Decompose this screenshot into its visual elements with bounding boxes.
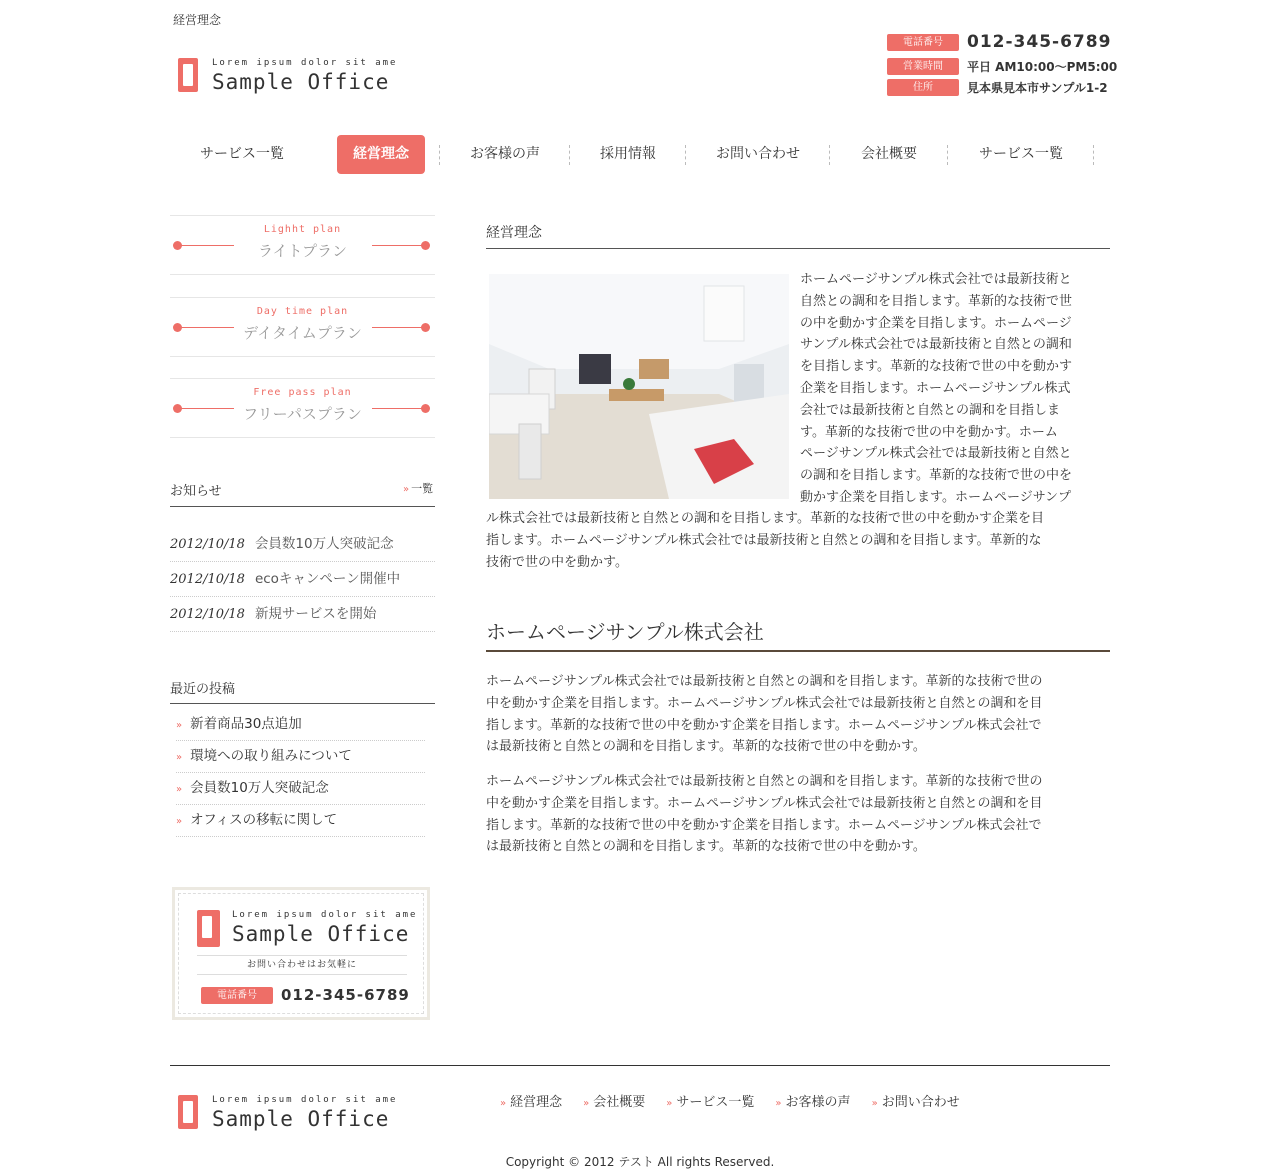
paragraph-line: 中を動かす企業を目指します。ホームページサンプル株式会社では最新技術と自然との調和を目 bbox=[486, 695, 1043, 711]
recent-post-item[interactable] bbox=[176, 709, 425, 741]
address-label: 住所 bbox=[887, 79, 959, 96]
header-contact bbox=[887, 32, 1117, 100]
chevron-right-icon: » bbox=[583, 1098, 590, 1109]
plan-line bbox=[372, 408, 428, 409]
logo-name: Sample Office bbox=[212, 70, 390, 94]
intro-line: す。革新的な技術で世の中を動かす。ホーム bbox=[800, 424, 1058, 440]
plan-line bbox=[372, 245, 428, 246]
page-title: 経営理念 bbox=[486, 225, 542, 241]
intro-line: 指します。ホームページサンプル株式会社では最新技術と自然との調和を目指します。革新的な bbox=[486, 532, 1042, 548]
paragraph-1 bbox=[486, 671, 1110, 758]
global-nav bbox=[178, 135, 1095, 174]
chevron-right-icon: » bbox=[176, 784, 183, 795]
footer-link-label: お問い合わせ bbox=[881, 1095, 960, 1110]
address: 見本県見本市サンプル1-2 bbox=[967, 81, 1108, 95]
chevron-right-icon: » bbox=[666, 1098, 673, 1109]
recent-post-item[interactable] bbox=[176, 741, 425, 773]
footer-link-company[interactable] bbox=[583, 1091, 645, 1110]
contact-banner[interactable] bbox=[172, 887, 430, 1020]
nav-divider bbox=[1093, 145, 1095, 165]
news-title: お知らせ bbox=[170, 484, 222, 499]
banner-phone-label: 電話番号 bbox=[201, 987, 273, 1004]
news-more-link[interactable] bbox=[403, 480, 433, 496]
footer-logo-tagline: Lorem ipsum dolor sit ame bbox=[212, 1095, 398, 1105]
paragraph-line: は最新技術と自然との調和を目指します。革新的な技術で世の中を動かす。 bbox=[486, 839, 926, 855]
business-hours: 平日 AM10:00～PM5:00 bbox=[967, 60, 1118, 74]
chevron-right-icon: » bbox=[176, 720, 183, 731]
office-photo-image bbox=[489, 274, 789, 499]
plan-dot bbox=[421, 241, 430, 250]
news-date: 2012/10/18 bbox=[170, 607, 245, 622]
paragraph-line: 指します。革新的な技術で世の中を動かす企業を目指します。ホームページサンプル株式会社で bbox=[486, 817, 1042, 833]
banner-logo bbox=[197, 910, 417, 947]
intro-line: の調和を目指します。革新的な技術で世の中を bbox=[800, 468, 1072, 484]
plan-jp-label: ライトプラン bbox=[257, 242, 348, 260]
logo-mark-icon bbox=[197, 910, 220, 947]
nav-item-company[interactable]: 会社概要 bbox=[861, 146, 917, 162]
footer-link-label: 経営理念 bbox=[510, 1095, 563, 1110]
breadcrumb: 経営理念 bbox=[173, 13, 222, 27]
footer-link-philosophy[interactable] bbox=[500, 1091, 562, 1110]
logo-mark-icon bbox=[178, 58, 198, 92]
intro-line: 自然との調和を目指します。革新的な技術で世 bbox=[800, 293, 1072, 309]
paragraph-line: 中を動かす企業を目指します。ホームページサンプル株式会社では最新技術と自然との調和を目 bbox=[486, 795, 1043, 811]
chevron-right-icon: » bbox=[176, 752, 183, 763]
copyright: Copyright © 2012 テスト All rights Reserved. bbox=[505, 1155, 775, 1169]
site-logo[interactable] bbox=[178, 58, 397, 95]
plan-daytime[interactable] bbox=[170, 297, 435, 357]
nav-item-philosophy[interactable]: 経営理念 bbox=[337, 135, 425, 174]
nav-item-recruit[interactable]: 採用情報 bbox=[600, 146, 656, 162]
news-divider bbox=[170, 506, 435, 507]
news-item-title: ecoキャンペーン開催中 bbox=[254, 571, 401, 587]
intro-text-full bbox=[486, 508, 1110, 573]
banner-phone-number: 012-345-6789 bbox=[281, 986, 410, 1004]
nav-item-services[interactable]: サービス一覧 bbox=[200, 146, 284, 162]
plan-free-pass[interactable] bbox=[170, 378, 435, 438]
logo-tagline: Lorem ipsum dolor sit ame bbox=[212, 58, 398, 68]
news-item[interactable] bbox=[170, 562, 435, 597]
intro-line: サンプル株式会社では最新技術と自然との調和 bbox=[800, 337, 1072, 353]
chevron-right-icon: » bbox=[775, 1098, 782, 1109]
news-more-label: 一覧 bbox=[411, 482, 434, 495]
recent-posts-title: 最近の投稿 bbox=[170, 682, 236, 697]
office-photo bbox=[489, 274, 789, 499]
footer-link-label: 会社概要 bbox=[593, 1095, 646, 1110]
footer-divider bbox=[170, 1065, 1110, 1066]
section-divider bbox=[486, 650, 1110, 652]
paragraph-2 bbox=[486, 771, 1110, 858]
phone-label: 電話番号 bbox=[887, 34, 959, 51]
news-item-title: 会員数10万人突破記念 bbox=[254, 536, 394, 552]
intro-line: の中を動かす企業を目指します。ホームページ bbox=[800, 315, 1072, 331]
chevron-right-icon: » bbox=[500, 1098, 507, 1109]
logo-mark-icon bbox=[178, 1095, 198, 1129]
phone-number: 012-345-6789 bbox=[967, 32, 1112, 52]
plan-en-label: Day time plan bbox=[256, 306, 349, 317]
intro-line: 会社では最新技術と自然との調和を目指しま bbox=[800, 402, 1061, 418]
nav-item-services-2[interactable]: サービス一覧 bbox=[979, 146, 1063, 162]
paragraph-line: は最新技術と自然との調和を目指します。革新的な技術で世の中を動かす。 bbox=[486, 739, 926, 755]
footer-link-services[interactable] bbox=[666, 1091, 754, 1110]
recent-post-title: オフィスの移転に関して bbox=[190, 812, 338, 828]
chevron-right-icon: » bbox=[176, 816, 183, 827]
banner-name: Sample Office bbox=[232, 922, 410, 946]
plan-light[interactable] bbox=[170, 215, 435, 275]
paragraph-line: ホームページサンプル株式会社では最新技術と自然との調和を目指します。革新的な技術で世の bbox=[486, 774, 1043, 789]
intro-line: ル株式会社では最新技術と自然との調和を目指します。革新的な技術で世の中を動かす企業を目 bbox=[486, 511, 1044, 526]
plan-en-label: Lighht plan bbox=[263, 224, 342, 235]
footer-logo-name: Sample Office bbox=[212, 1107, 390, 1131]
section-heading: ホームページサンプル株式会社 bbox=[486, 620, 764, 644]
chevron-right-icon: » bbox=[403, 484, 410, 495]
nav-divider bbox=[306, 145, 307, 165]
nav-item-contact[interactable]: お問い合わせ bbox=[716, 146, 800, 162]
paragraph-line: ホームページサンプル株式会社では最新技術と自然との調和を目指します。革新的な技術で世の bbox=[486, 674, 1043, 689]
chevron-right-icon: » bbox=[871, 1098, 878, 1109]
footer-link-label: サービス一覧 bbox=[676, 1095, 755, 1110]
intro-line: を目指します。革新的な技術で世の中を動かす bbox=[800, 359, 1072, 375]
footer-link-label: お客様の声 bbox=[785, 1095, 851, 1110]
footer-logo[interactable] bbox=[178, 1095, 397, 1132]
plan-line bbox=[372, 327, 428, 328]
recent-post-title: 新着商品30点追加 bbox=[190, 716, 302, 732]
plan-dot bbox=[421, 404, 430, 413]
hours-label: 営業時間 bbox=[887, 58, 959, 75]
footer-link-testimonials[interactable] bbox=[775, 1091, 850, 1110]
paragraph-line: 指します。革新的な技術で世の中を動かす企業を目指します。ホームページサンプル株式会社で bbox=[486, 717, 1042, 733]
intro-line: 技術で世の中を動かす。 bbox=[486, 554, 628, 570]
intro-text-wrap bbox=[800, 269, 1110, 509]
recent-post-title: 環境への取り組みについて bbox=[190, 748, 352, 764]
recent-post-item[interactable] bbox=[176, 773, 425, 805]
plan-dot bbox=[421, 323, 430, 332]
footer-nav bbox=[500, 1091, 981, 1110]
banner-subtitle: お問い合わせはお気軽に bbox=[197, 955, 407, 975]
title-divider bbox=[486, 248, 1110, 249]
intro-line: 動かす企業を目指します。ホームページサンプ bbox=[800, 489, 1072, 505]
intro-line: ページサンプル株式会社では最新技術と自然と bbox=[800, 446, 1072, 462]
nav-item-testimonials[interactable]: お客様の声 bbox=[470, 146, 540, 162]
recent-posts-divider bbox=[170, 703, 435, 704]
news-date: 2012/10/18 bbox=[170, 537, 245, 552]
intro-line: ホームページサンプル株式会社では最新技術と bbox=[800, 272, 1072, 287]
plan-jp-label: デイタイムプラン bbox=[243, 324, 362, 342]
recent-post-item[interactable] bbox=[176, 805, 425, 837]
plan-en-label: Free pass plan bbox=[253, 387, 352, 398]
news-item-title: 新規サービスを開始 bbox=[254, 606, 377, 622]
footer-link-contact[interactable] bbox=[872, 1091, 960, 1110]
banner-tagline: Lorem ipsum dolor sit ame bbox=[232, 910, 418, 920]
plan-jp-label: フリーパスプラン bbox=[243, 405, 362, 423]
news-item[interactable] bbox=[170, 597, 435, 632]
news-item[interactable] bbox=[170, 527, 435, 562]
news-date: 2012/10/18 bbox=[170, 572, 245, 587]
intro-line: 企業を目指します。ホームページサンプル株式 bbox=[800, 380, 1071, 396]
recent-post-title: 会員数10万人突破記念 bbox=[190, 780, 329, 796]
